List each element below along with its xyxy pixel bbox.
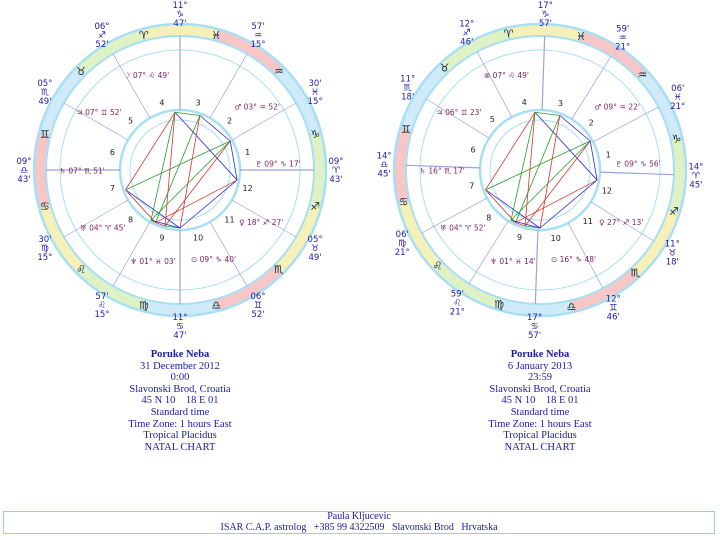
planet-label: ♅ 04° ♈ 45'	[80, 223, 126, 233]
planet-label: ⊙ 16° ♑ 48'	[550, 255, 597, 265]
planet-label: ♄ 07° ♏ 51'	[59, 166, 105, 176]
sign-glyph: ♈	[503, 27, 514, 41]
cusp-minute: 45'	[689, 180, 703, 191]
cusp-minute: 18'	[665, 257, 679, 268]
planet-label: ♄ 16° ♏ 17'	[419, 166, 465, 176]
cusp-label	[172, 313, 187, 341]
cusp-minute: 46'	[460, 37, 474, 48]
cusp-sign-icon: ♏	[403, 83, 412, 94]
cusp-sign-icon: ♊	[609, 303, 618, 314]
sign-glyph: ♓	[575, 30, 586, 44]
cusp-label	[250, 22, 265, 50]
cusp-degree: 06°	[94, 21, 110, 32]
cusp-label	[450, 289, 465, 317]
cusp-label	[400, 74, 415, 102]
footer-contact: ISAR C.A.P. astrolog +385 99 4322509 Slavonski Brod Hrvatska	[220, 521, 498, 533]
cusp-degree: 06'	[671, 83, 685, 94]
cusp-minute: 21°	[670, 101, 686, 112]
cusp-sign-icon: ♌	[97, 301, 107, 312]
cusp-minute: 49'	[308, 253, 322, 263]
chart-title: Poruke Neba	[150, 349, 210, 360]
cusp-minute: 18'	[401, 92, 415, 103]
cusp-label	[538, 1, 553, 29]
chart-info	[0, 349, 360, 453]
cusp-sign-icon: ♋	[175, 322, 185, 332]
planet-label: ⊙ 09° ♑ 40'	[190, 255, 237, 265]
chart-wheel	[376, 1, 704, 341]
cusp-minute: 49'	[38, 97, 52, 107]
chart-type-label: NATAL CHART	[144, 441, 216, 453]
house-number: 7	[469, 181, 475, 191]
sign-glyph: ♎	[566, 300, 577, 314]
cusp-degree: 57'	[95, 292, 109, 303]
chart-system: Tropical Placidus	[503, 430, 577, 442]
planet-label: ♇ 09° ♑ 17'	[255, 159, 301, 169]
house-number: 8	[486, 213, 492, 223]
cusp-minute: 47'	[173, 19, 187, 29]
house-number: 2	[226, 116, 233, 126]
house-number: 8	[127, 215, 134, 225]
cusp-minute: 57'	[527, 330, 542, 341]
cusp-minute: 15°	[250, 39, 266, 50]
chart-time: 0:00	[170, 372, 190, 384]
sign-glyph: ♉	[76, 65, 86, 79]
sign-glyph: ♋	[39, 200, 50, 214]
planet-label: ♂ 03° ♒ 52'	[234, 102, 280, 112]
house-number: 7	[109, 184, 115, 194]
cusp-minute: 21°	[394, 248, 410, 259]
chart-timezone: Time Zone: 1 hours East	[488, 418, 592, 430]
cusp-sign-icon: ♏	[40, 88, 49, 98]
cusp-label	[615, 25, 630, 53]
cusp-sign-icon: ♒	[618, 33, 627, 44]
cusp-label	[308, 235, 323, 263]
sign-glyph: ♏	[274, 262, 284, 276]
chart-place: Slavonski Brod, Croatia	[129, 383, 231, 395]
cusp-degree: 17°	[527, 312, 543, 323]
cusp-minute: 15°	[307, 97, 323, 107]
cusp-sign-icon: ♒	[253, 30, 263, 41]
house-number: 2	[588, 118, 594, 128]
cusp-sign-icon: ♑	[541, 10, 550, 21]
footer-box	[3, 511, 715, 534]
sign-glyph: ♌	[432, 259, 443, 273]
planet-label: ♃ 07° ♊ 52'	[76, 108, 122, 118]
cusp-label	[308, 79, 323, 107]
sign-glyph: ♋	[398, 195, 409, 209]
sign-glyph: ♓	[211, 28, 222, 42]
sign-glyph: ♐	[310, 200, 321, 214]
house-number: 12	[601, 186, 613, 196]
planet-label: ☽ 07° ♌ 49'	[123, 70, 170, 80]
cusp-degree: 11°	[664, 239, 680, 250]
cusp-label	[459, 19, 474, 47]
cusp-degree: 12°	[605, 294, 621, 305]
cusp-sign-icon: ♊	[253, 301, 263, 312]
chart-place: Slavonski Brod, Croatia	[489, 383, 591, 395]
house-number: 10	[193, 233, 204, 243]
cusp-degree: 11°	[400, 74, 416, 85]
chart-timezone: Time Zone: 1 hours East	[128, 418, 232, 430]
chart-coords: 45 N 10 18 E 01	[501, 395, 579, 407]
cusp-minute: 15°	[94, 310, 110, 321]
cusp-label	[670, 84, 685, 112]
house-number: 1	[245, 147, 251, 157]
cusp-label	[94, 22, 109, 50]
planet-label: ♆ 01° ♓ 03'	[130, 257, 176, 267]
house-number: 6	[470, 145, 476, 155]
cusp-label	[665, 240, 680, 268]
sign-glyph: ♊	[39, 127, 50, 141]
cusp-label	[250, 292, 265, 320]
sign-glyph: ♈	[138, 28, 149, 42]
cusp-degree: 12°	[459, 19, 475, 30]
cusp-degree: 06'	[395, 230, 409, 241]
cusp-degree: 11°	[172, 1, 188, 11]
cusp-label	[37, 235, 52, 263]
chart-title: Poruke Neba	[510, 349, 570, 360]
planet-label: ♃ 06° ♊ 23'	[436, 108, 482, 118]
house-number: 1	[605, 150, 611, 160]
cusp-minute: 46'	[606, 312, 620, 323]
cusp-minute: 45'	[377, 169, 391, 180]
cusp-minute: 21°	[615, 42, 631, 53]
cusp-degree: 09°	[16, 157, 32, 167]
cusp-sign-icon: ♍	[40, 244, 49, 254]
planet-label: ♀ 27° ♐ 13'	[599, 217, 644, 227]
cusp-label	[94, 292, 109, 320]
cusp-minute: 52'	[95, 39, 109, 50]
chart-coords: 45 N 10 18 E 01	[141, 395, 219, 407]
sign-glyph: ♑	[671, 132, 682, 146]
sign-glyph: ♎	[211, 299, 222, 313]
cusp-sign-icon: ♍	[398, 239, 407, 250]
cusp-degree: 14°	[688, 162, 704, 173]
cusp-sign-icon: ♈	[331, 166, 341, 176]
chart-left	[0, 0, 360, 460]
sign-glyph: ♑	[310, 127, 321, 141]
cusp-sign-icon: ♓	[311, 88, 320, 98]
cusp-minute: 52'	[251, 310, 265, 321]
cusp-sign-icon: ♋	[530, 321, 539, 332]
cusp-degree: 06°	[250, 292, 266, 303]
cusp-minute: 43'	[17, 175, 31, 185]
cusp-minute: 21°	[449, 307, 465, 318]
cusp-degree: 59'	[450, 289, 464, 300]
cusp-label	[606, 295, 621, 323]
house-number: 5	[489, 114, 495, 124]
house-number: 3	[557, 99, 564, 109]
sign-glyph: ♉	[439, 61, 450, 75]
sign-glyph: ♏	[630, 266, 641, 280]
house-number: 11	[582, 217, 593, 227]
planet-label: ⊗ 07° ♌ 49'	[483, 70, 530, 80]
cusp-label	[395, 230, 410, 258]
cusp-minute: 47'	[173, 331, 187, 341]
house-number: 6	[109, 147, 115, 157]
house-number: 9	[159, 233, 165, 243]
cusp-label	[172, 1, 187, 29]
planet-label: ♇ 09° ♑ 56'	[615, 159, 661, 169]
sign-glyph: ♌	[76, 262, 86, 276]
house-number: 4	[521, 97, 527, 107]
chart-time-type: Standard time	[150, 406, 210, 418]
cusp-label	[527, 313, 542, 341]
cusp-minute: 15°	[37, 253, 53, 263]
planet-label: ♂ 09° ♒ 22'	[594, 102, 640, 112]
cusp-sign-icon: ♎	[19, 166, 29, 176]
cusp-minute: 57'	[538, 19, 553, 30]
cusp-degree: 05°	[307, 235, 323, 245]
sign-glyph: ♒	[274, 65, 284, 79]
chart-system: Tropical Placidus	[143, 430, 217, 442]
cusp-degree: 05°	[37, 79, 53, 89]
sign-glyph: ♊	[401, 123, 412, 137]
chart-type-label: NATAL CHART	[504, 441, 576, 453]
cusp-label	[37, 79, 52, 107]
house-number: 5	[127, 116, 134, 126]
chart-date: 6 January 2013	[507, 360, 573, 372]
chart-wheel	[16, 1, 344, 341]
cusp-label	[16, 157, 31, 185]
cusp-sign-icon: ♉	[311, 244, 320, 254]
house-number: 3	[195, 98, 201, 108]
house-number: 9	[516, 232, 523, 242]
footer-name: Paula Kljucevic	[327, 511, 391, 522]
cusp-sign-icon: ♈	[691, 171, 700, 182]
chart-right	[360, 0, 720, 460]
house-number: 4	[159, 98, 165, 108]
cusp-sign-icon: ♎	[380, 160, 389, 171]
cusp-minute: 43'	[329, 175, 343, 185]
cusp-degree: 59'	[616, 24, 630, 35]
sign-glyph: ♍	[494, 297, 505, 311]
cusp-sign-icon: ♌	[453, 298, 462, 309]
cusp-label	[328, 157, 343, 185]
cusp-sign-icon: ♉	[668, 248, 677, 259]
house-number: 11	[224, 215, 235, 225]
house-number: 12	[242, 184, 253, 194]
house-number: 10	[550, 234, 561, 244]
cusp-degree: 30'	[38, 235, 52, 245]
chart-date: 31 December 2012	[140, 360, 220, 372]
cusp-degree: 11°	[172, 313, 188, 323]
chart-time-type: Standard time	[510, 406, 570, 418]
sign-glyph: ♒	[637, 68, 648, 82]
cusp-label	[688, 162, 703, 190]
cusp-degree: 14°	[376, 151, 392, 162]
sign-glyph: ♐	[668, 204, 679, 218]
planet-label: ♀ 18° ♐ 27'	[239, 217, 284, 227]
cusp-degree: 17°	[537, 1, 553, 12]
cusp-sign-icon: ♓	[673, 92, 682, 103]
cusp-degree: 09°	[328, 157, 344, 167]
cusp-degree: 57'	[251, 21, 265, 32]
cusp-sign-icon: ♑	[175, 10, 185, 20]
chart-time: 23:59	[528, 372, 552, 384]
planet-label: ♆ 01° ♓ 14'	[490, 257, 536, 267]
cusp-label	[377, 152, 392, 180]
chart-info	[360, 349, 720, 453]
cusp-sign-icon: ♐	[462, 28, 471, 39]
cusp-degree: 30'	[308, 79, 322, 89]
planet-label: ♅ 04° ♈ 52'	[440, 223, 486, 233]
cusp-sign-icon: ♐	[97, 30, 107, 41]
sign-glyph: ♍	[138, 299, 149, 313]
